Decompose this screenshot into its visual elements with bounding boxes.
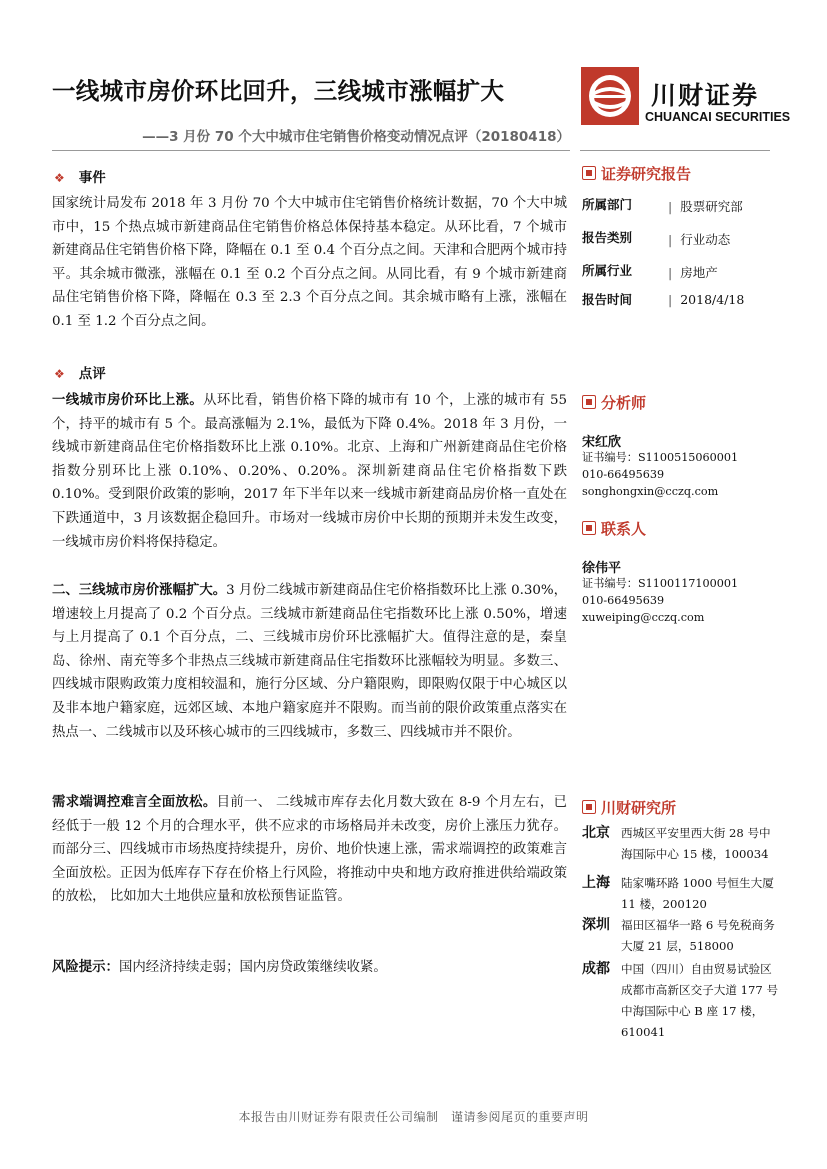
- analyst-cert: 证书编号：S1100515060001: [582, 451, 739, 464]
- office-address-shenzhen: 福田区福华一路 6 号免税商务大厦 21 层，518000: [621, 918, 775, 953]
- meta-label-date: 报告时间: [582, 292, 633, 307]
- risk-paragraph: [52, 956, 567, 980]
- footer-disclaimer: 本报告由川财证券有限责任公司编制 谨请参阅尾页的重要声明: [238, 1110, 589, 1124]
- paragraph-body: 从环比看，销售价格下降的城市有 10 个，上涨的城市有 55 个，持平的城市有 5 个。最高涨幅为 2.1%，最低为下降 0.4%。2018 年 3 月份，一线城市新建商品住宅价格指数环比上涨 0.10%。北京、上海和广州新建商品住宅价格指数分别环比上涨 0.10%、0.20%、0.20%。深圳新建商品住宅价格指数下跌 0.10%。受到限价政策的影响，2017 年下半年以来一线城市新建商品房价格一直处在下跌通道中，3 月该数据企稳回升。市场对一线城市房价中长期的预期并未发生改变，一线城市房价料将保持稳定。: [52, 393, 567, 550]
- comment-paragraph-2: [52, 579, 567, 744]
- meta-label-industry: 所属行业: [582, 263, 633, 278]
- meta-value-industry: | 房地产: [668, 263, 718, 281]
- brand-name: 川财证券: [651, 81, 760, 110]
- office-address-shanghai: 陆家嘴环路 1000 号恒生大厦 11 楼，200120: [621, 876, 774, 911]
- square-bullet-icon: [582, 395, 596, 409]
- office-city-beijing: 北京: [582, 825, 610, 841]
- square-bullet-icon: [582, 521, 596, 535]
- analyst-heading: 分析师: [582, 392, 646, 413]
- office-address-chengdu: 中国（四川）自由贸易试验区成都市高新区交子大道 177 号中海国际中心 B 座 17 楼，610041: [621, 962, 779, 1039]
- diamond-bullet-icon: ❖: [54, 171, 65, 185]
- brand-name-english: CHUANCAI SECURITIES: [645, 110, 791, 124]
- institute-heading: 川财研究所: [582, 797, 676, 818]
- comment-heading: ❖ 点评: [54, 366, 106, 382]
- report-type-heading: 证券研究报告: [582, 163, 691, 184]
- analyst-phone: 010-66495639: [582, 468, 665, 481]
- contact-cert: 证书编号：S1100117100001: [582, 577, 739, 590]
- office-address-beijing: 西城区平安里西大街 28 号中海国际中心 15 楼，100034: [621, 826, 771, 861]
- paragraph-body: 国内经济持续走弱；国内房贷政策继续收紧。: [118, 960, 387, 975]
- office-city-shanghai: 上海: [582, 875, 610, 891]
- comment-paragraph-3: [52, 791, 567, 909]
- square-bullet-icon: [582, 800, 596, 814]
- contact-email[interactable]: xuweiping@cczq.com: [582, 611, 705, 624]
- meta-value-category: | 行业动态: [668, 230, 730, 248]
- chuancai-logo-icon: [580, 66, 640, 126]
- analyst-name: 宋红欣: [582, 435, 622, 450]
- event-heading: ❖ 事件: [54, 170, 106, 186]
- contact-phone: 010-66495639: [582, 594, 665, 607]
- paragraph-lead: 风险提示：: [52, 960, 119, 975]
- header-divider-side: [580, 150, 770, 151]
- paragraph-lead: 需求端调控难言全面放松。: [52, 795, 217, 810]
- paragraph-body: 目前一、 二线城市库存去化月数大致在 8-9 个月左右，已经低于一般 12 个月的合理水平，供不应求的市场格局并未改变，房价上涨压力犹存。而部分三、四线城市市场热度持续提升，房价、地价快速上涨，需求端调控的政策难言全面放松。正因为低库存下存在价格上行风险，将推动中央和地方政府推进供给端政策的放松， 比如加大土地供应量和放松预售证监管。: [52, 795, 567, 905]
- paragraph-lead: 一线城市房价环比上涨。: [52, 393, 204, 408]
- paragraph-body: 3 月份二线城市新建商品住宅价格指数环比上涨 0.30%，增速较上月提高了 0.2 个百分点。三线城市新建商品住宅指数环比上涨 0.50%，增速与上月提高了 0.1 个百分点，二、三线城市房价环比涨幅扩大。值得注意的是，秦皇岛、徐州、南充等多个非热点三线城市新建商品住宅指数环比涨幅较为明显。多数三、四线城市限购政策力度相较温和，施行分区域、分户籍限购，即限购仅限于中心城区以及非本地户籍家庭，远郊区域、本地户籍家庭并不限购。而当前的限价政策重点落实在热点一、二线城市以及环核心城市的三四线城市，多数三、四线城市并不限价。: [52, 583, 568, 740]
- contact-heading: 联系人: [582, 518, 646, 539]
- contact-name: 徐伟平: [582, 561, 622, 576]
- diamond-bullet-icon: ❖: [54, 367, 65, 381]
- square-bullet-icon: [582, 166, 596, 180]
- paragraph-lead: 二、三线城市房价涨幅扩大。: [52, 583, 227, 598]
- meta-value-department: | 股票研究部: [668, 197, 743, 215]
- office-city-shenzhen: 深圳: [582, 917, 610, 933]
- meta-value-date: | 2018/4/18: [668, 292, 744, 307]
- report-title: 一线城市房价环比回升，三线城市涨幅扩大: [52, 77, 505, 105]
- meta-label-category: 报告类别: [582, 230, 633, 245]
- meta-label-department: 所属部门: [582, 197, 633, 212]
- header-divider: [52, 150, 570, 151]
- event-paragraph: 国家统计局发布 2018 年 3 月份 70 个大中城市住宅销售价格统计数据，70 个大中城市中，15 个热点城市新建商品住宅销售价格总体保持基本稳定。从环比看，7 个城市新建商品住宅销售价格下降，降幅在 0.1 至 0.4 个百分点之间。天津和合肥两个城市持平。其余城市微涨，涨幅在 0.1 至 0.2 个百分点之间。从同比看，有 9 个城市新建商品住宅销售价格下降，降幅在 0.3 至 2.3 个百分点之间。其余城市略有上涨，涨幅在 0.1 至 1.2 个百分点之间。: [52, 196, 567, 329]
- analyst-email[interactable]: songhongxin@cczq.com: [582, 485, 719, 498]
- report-subtitle: ——3 月份 70 个大中城市住宅销售价格变动情况点评（20180418）: [142, 129, 570, 145]
- comment-paragraph-1: [52, 389, 567, 554]
- office-city-chengdu: 成都: [582, 961, 610, 977]
